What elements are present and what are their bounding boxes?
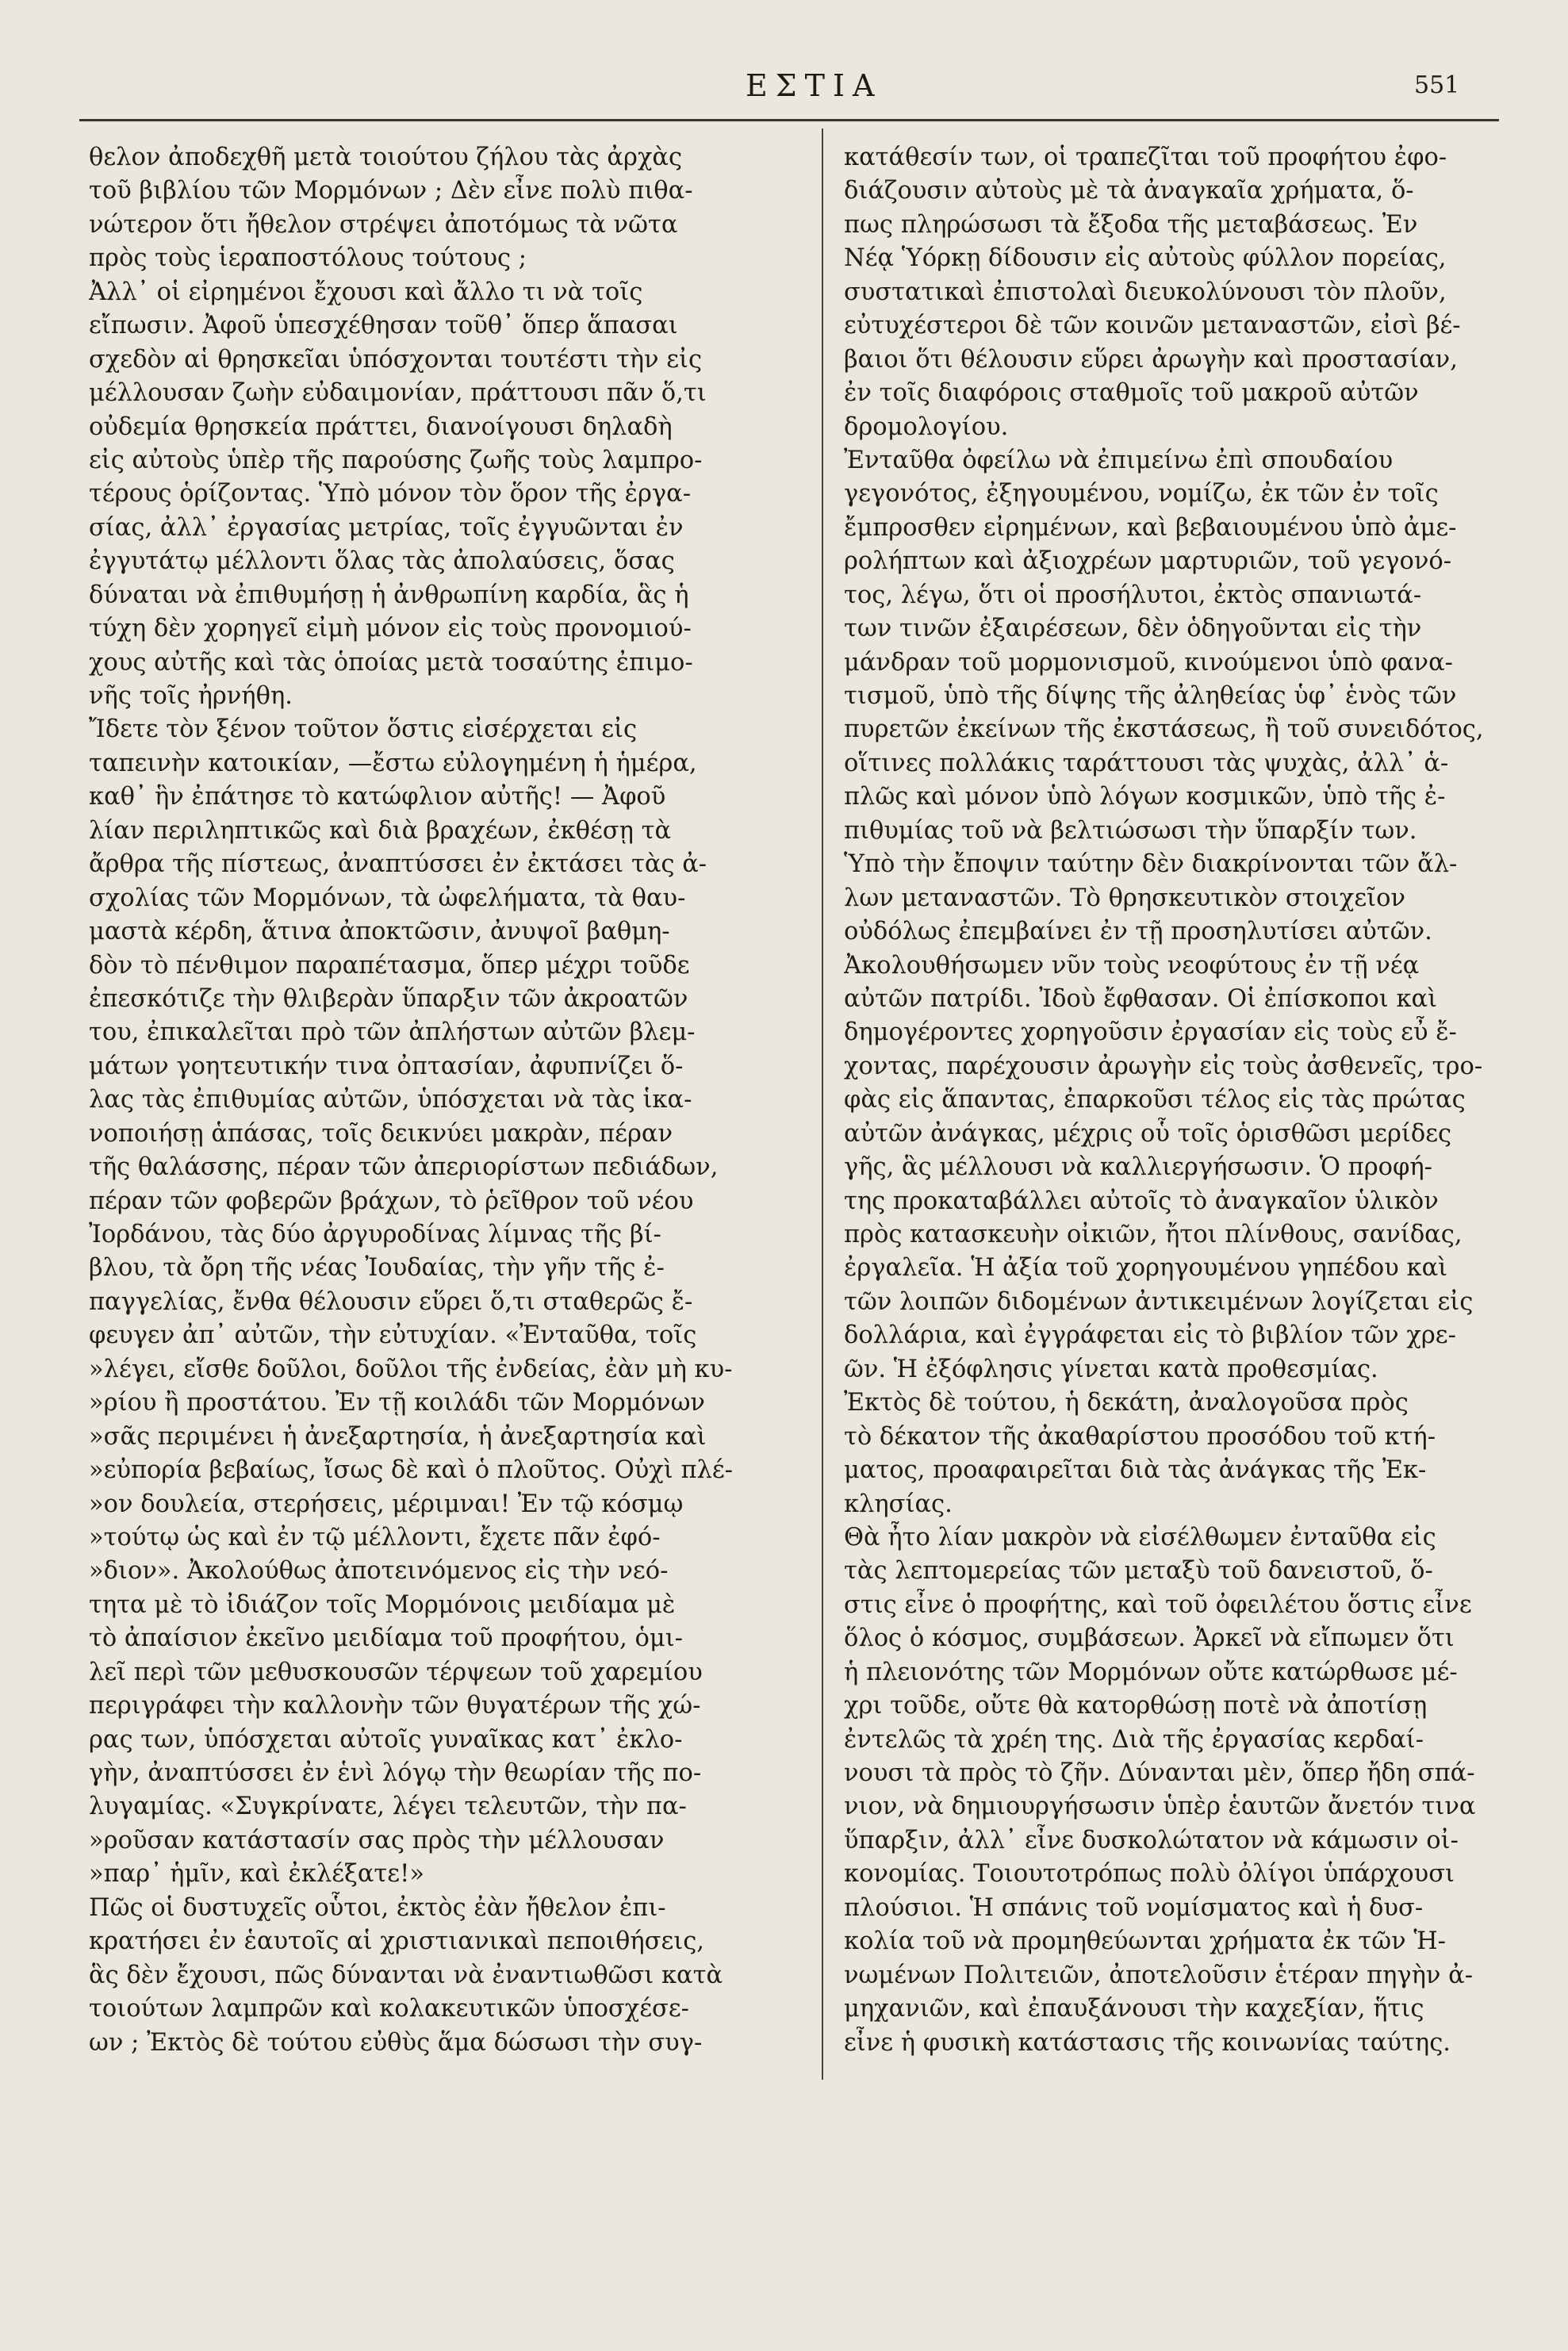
text-line: λεῖ περὶ τῶν μεθυσκουσῶν τέρψεων τοῦ χαρεμίου [89,1658,703,1686]
text-line: τῆς θαλάσσης, πέραν τῶν ἀπεριορίστων πεδιάδων, [89,1153,719,1182]
text-line: Ὑπὸ τὴν ἔποψιν ταύτην δὲν διακρίνονται τῶν ἄλ- [844,850,1458,879]
text-line: ἐν τοῖς διαφόροις σταθμοῖς τοῦ μακροῦ αὐτῶν [844,379,1419,408]
text-line: του, ἐπικαλεῖται πρὸ τῶν ἀπλήστων αὐτῶν βλεμ- [89,1018,696,1047]
text-line: νώτερον ὅτι ἤθελον στρέψει ἀποτόμως τὰ νῶτα [89,210,678,239]
text-line: οἵτινες πολλάκις ταράττουσι τὰς ψυχὰς, ἀλλ᾽ ἁ- [844,749,1449,777]
text-line: νῆς τοῖς ἠρνήθη. [89,682,293,710]
text-line: μαστὰ κέρδη, ἅτινα ἀποκτῶσιν, ἀνυψοῖ βαθμη- [89,918,670,946]
text-line: νουσι τὰ πρὸς τὸ ζῆν. Δύνανται μὲν, ὅπερ ἤδη σπά- [844,1759,1475,1787]
text-line: πρὸς τοὺς ἱεραποστόλους τούτους ; [89,244,527,273]
page-header [0,68,1568,108]
text-line: χοντας, παρέχουσιν ἀρωγὴν εἰς τοὺς ἀσθενεῖς, τρο- [844,1052,1483,1080]
text-line: Ἐκτὸς δὲ τούτου, ἡ δεκάτη, ἀναλογοῦσα πρὸς [844,1389,1409,1417]
text-line: »ον δουλεία, στερήσεις, μέριμναι! Ἐν τῷ κόσμῳ [89,1490,684,1518]
text-line: ἄρθρα τῆς πίστεως, ἀναπτύσσει ἐν ἐκτάσει τὰς ἀ- [89,850,707,879]
column-divider [822,128,823,2080]
text-line: φὰς εἰς ἅπαντας, ἐπαρκοῦσι τέλος εἰς τὰς πρώτας [844,1086,1466,1114]
text-line: ἐργαλεῖα. Ἡ ἀξία τοῦ χορηγουμένου γηπέδου καὶ [844,1254,1448,1283]
text-line: τος, λέγω, ὅτι οἱ προσήλυτοι, ἐκτὸς σπανιωτά- [844,581,1422,609]
text-line: θελον ἀποδεχθῆ μετὰ τοιούτου ζήλου τὰς ἀρχὰς [89,144,683,171]
text-line: »ρίου ἢ προστάτου. Ἐν τῇ κοιλάδι τῶν Μορμόνων [89,1389,705,1417]
text-line: εὐτυχέστεροι δὲ τῶν κοινῶν μεταναστῶν, εἰσὶ βέ- [844,312,1461,340]
text-line: δημογέροντες χορηγοῦσιν ἐργασίαν εἰς τοὺς εὖ ἔ- [844,1018,1457,1047]
running-title: ΕΣΤΙΑ [746,68,883,103]
text-line: της προκαταβάλλει αὐτοῖς τὸ ἀναγκαῖον ὑλικὸν [844,1187,1439,1215]
text-line: μάτων γοητευτικήν τινα ὀπτασίαν, ἀφυπνίζει ὅ- [89,1052,684,1080]
text-line: σίας, ἀλλ᾽ ἐργασίας μετρίας, τοῖς ἐγγυῶνται ἐν [89,513,684,542]
text-line: ἡ πλειονότης τῶν Μορμόνων οὔτε κατώρθωσε μέ- [844,1658,1458,1686]
text-line: μέλλουσαν ζωὴν εὐδαιμονίαν, πράττουσι πᾶν ὅ,τι [89,379,707,408]
text-line: ταπεινὴν κατοικίαν, —ἔστω εὐλογημένη ἡ ἡμέρα, [89,749,697,777]
text-line: κολία τοῦ νὰ προμηθεύωνται χρήματα ἐκ τῶν Ἡ- [844,1927,1446,1956]
text-line: παγγελίας, ἔνθα θέλουσιν εὕρει ὅ,τι σταθερῶς ἔ- [89,1287,693,1316]
text-line: πλῶς καὶ μόνον ὑπὸ λόγων κοσμικῶν, ὑπὸ τῆς ἐ- [844,783,1446,811]
text-line: φευγεν ἀπ᾽ αὐτῶν, τὴν εὐτυχίαν. «Ἐνταῦθα, τοῖς [89,1321,697,1350]
text-line: περιγράφει τὴν καλλονὴν τῶν θυγατέρων τῆς χώ- [89,1692,701,1720]
text-line: »διον». Ἀκολούθως ἀποτεινόμενος εἰς τὴν νεό- [89,1557,669,1586]
text-line: γῆς, ἃς μέλλουσι νὰ καλλιεργήσωσιν. Ὁ προφή- [844,1153,1432,1182]
header-rule [79,119,1499,121]
text-line: ἐπεσκότιζε τὴν θλιβερὰν ὕπαρξιν τῶν ἀκροατῶν [89,984,688,1013]
text-line: ὕπαρξιν, ἀλλ᾽ εἶνε δυσκολώτατον νὰ κάμωσιν οἰ- [844,1826,1459,1854]
text-line: των τινῶν ἐξαιρέσεων, δὲν ὁδηγοῦνται εἰς τὴν [844,615,1422,643]
text-line: πως πληρώσωσι τὰ ἔξοδα τῆς μεταβάσεως. Ἐν [844,210,1418,239]
text-line: ῶν. Ἡ ἐξόφλησις γίνεται κατὰ προθεσμίας. [844,1355,1378,1383]
text-line: ἃς δὲν ἔχουσι, πῶς δύνανται νὰ ἐναντιωθῶσι κατὰ [89,1961,723,1989]
text-line: κρατήσει ἐν ἑαυτοῖς αἱ χριστιανικαὶ πεποιθήσεις, [89,1927,704,1956]
text-line: »τούτῳ ὡς καὶ ἐν τῷ μέλλοντι, ἔχετε πᾶν ἐφό- [89,1523,661,1551]
text-line: χους αὐτῆς καὶ τὰς ὁποίας μετὰ τοσαύτης ἐπιμο- [89,648,693,677]
page-number: 551 [1414,71,1460,99]
text-line: χρι τοῦδε, οὔτε θὰ κατορθώσῃ ποτὲ νὰ ἀποτίσῃ [844,1692,1428,1720]
text-line: τὸ δέκατον τῆς ἀκαθαρίστου προσόδου τοῦ κτή- [844,1422,1436,1451]
text-line: κατάθεσίν των, οἱ τραπεζῖται τοῦ προφήτου ἐφο- [844,144,1447,171]
text-line: πέραν τῶν φοβερῶν βράχων, τὸ ῥεῖθρον τοῦ νέου [89,1187,694,1215]
text-line: Πῶς οἱ δυστυχεῖς οὗτοι, ἐκτὸς ἐὰν ἤθελον ἐπι- [89,1893,666,1922]
text-line: Ἀλλ᾽ οἱ εἰρημένοι ἔχουσι καὶ ἄλλο τι νὰ τοῖς [89,278,643,306]
text-line: κλησίας. [844,1490,953,1518]
text-line: ἐντελῶς τὰ χρέη της. Διὰ τῆς ἐργασίας κερδαί- [844,1725,1424,1754]
text-line: βλου, τὰ ὄρη τῆς νέας Ἰουδαίας, τὴν γῆν τῆς ἐ- [89,1254,665,1283]
text-line: ἔμπροσθεν εἰρημένων, καὶ βεβαιουμένου ὑπὸ ἀμε- [844,513,1457,542]
text-line: οὐδόλως ἐπεμβαίνει ἐν τῇ προσηλυτίσει αὐτῶν. [844,918,1432,946]
text-line: μηχανιῶν, καὶ ἐπαυξάνουσι τὴν καχεξίαν, ἥτις [844,1995,1424,2023]
text-line: δολλάρια, καὶ ἐγγράφεται εἰς τὸ βιβλίον τῶν χρε- [844,1321,1456,1350]
text-line: δύναται νὰ ἐπιθυμήσῃ ἡ ἀνθρωπίνη καρδία, ἃς ἡ [89,581,689,609]
text-line: κονομίας. Τοιουτοτρόπως πολὺ ὀλίγοι ὑπάρχουσι [844,1860,1455,1889]
text-line: γὴν, ἀναπτύσσει ἐν ἑνὶ λόγῳ τὴν θεωρίαν τῆς πο- [89,1759,702,1787]
text-line: λυγαμίας. «Συγκρίνατε, λέγει τελευτῶν, τὴν πα- [89,1793,687,1821]
text-line: ρολήπτων καὶ ἀξιοχρέων μαρτυριῶν, τοῦ γεγονό- [844,547,1452,576]
text-line: γεγονότος, ἐξηγουμένου, νομίζω, ἐκ τῶν ἐν τοῖς [844,480,1439,508]
text-line: ἐγγυτάτῳ μέλλοντι ὅλας τὰς ἀπολαύσεις, ὅσας [89,547,675,576]
text-line: πυρετῶν ἐκείνων τῆς ἐκστάσεως, ἢ τοῦ συνειδότος, [844,715,1484,744]
text-line: Ἐνταῦθα ὀφείλω νὰ ἐπιμείνω ἐπὶ σπουδαίου [844,446,1394,474]
text-line: νοποιήσῃ ἁπάσας, τοῖς δεικνύει μακρὰν, πέραν [89,1119,673,1148]
text-line: »παρ᾽ ἡμῖν, καὶ ἐκλέξατε!» [89,1860,425,1889]
text-line: λας τὰς ἐπιθυμίας αὐτῶν, ὑπόσχεται νὰ τὰς ἱκα- [89,1086,692,1114]
text-line: Νέᾳ Ὑόρκῃ δίδουσιν εἰς αὐτοὺς φύλλον πορείας, [844,244,1447,273]
text-line: »εὐπορία βεβαίως, ἴσως δὲ καὶ ὁ πλοῦτος. Οὐχὶ πλέ- [89,1456,733,1485]
text-line: ὅλος ὁ κόσμος, συμβάσεων. Ἀρκεῖ νὰ εἴπωμεν ὅτι [844,1624,1455,1653]
text-line: δὸν τὸ πένθιμον παραπέτασμα, ὅπερ μέχρι τοῦδε [89,951,690,980]
text-line: συστατικαὶ ἐπιστολαὶ διευκολύνουσι τὸν πλοῦν, [844,278,1447,306]
text-line: ων ; Ἐκτὸς δὲ τούτου εὐθὺς ἅμα δώσωσι τὴν συγ- [89,2028,703,2057]
right-column [844,141,1558,2060]
text-line: τύχη δὲν χορηγεῖ εἰμὴ μόνον εἰς τοὺς προνομιού- [89,615,692,643]
text-line: τῶν λοιπῶν διδομένων ἀντικειμένων λογίζεται εἰς [844,1287,1474,1316]
text-line: εἰς αὐτοὺς ὑπὲρ τῆς παρούσης ζωῆς τοὺς λαμπρο- [89,446,703,474]
text-line: τέρους ὁρίζοντας. Ὑπὸ μόνον τὸν ὅρον τῆς ἐργα- [89,480,692,508]
text-line: λων μεταναστῶν. Τὸ θρησκευτικὸν στοιχεῖον [844,884,1406,912]
text-line: νωμένων Πολιτειῶν, ἀποτελοῦσιν ἑτέραν πηγὴν ἀ- [844,1961,1474,1989]
text-line: »λέγει, εἴσθε δοῦλοι, δοῦλοι τῆς ἐνδείας, ἐὰν μὴ κυ- [89,1355,733,1383]
text-line: δρομολογίου. [844,412,1009,441]
text-line: διάζουσιν αὐτοὺς μὲ τὰ ἀναγκαῖα χρήματα, ὅ- [844,177,1414,205]
text-line: νιον, νὰ δημιουργήσωσιν ὑπὲρ ἑαυτῶν ἄνετόν τινα [844,1793,1476,1821]
text-line: καθ᾽ ἣν ἐπάτησε τὸ κατώφλιον αὐτῆς! — Ἀφοῦ [89,783,666,811]
text-line: εἶνε ἡ φυσικὴ κατάστασις τῆς κοινωνίας ταύτης. [844,2028,1451,2057]
text-line: μάνδραν τοῦ μορμονισμοῦ, κινούμενοι ὑπὸ φανα- [844,648,1453,677]
text-line: πλούσιοι. Ἡ σπάνις τοῦ νομίσματος καὶ ἡ δυσ- [844,1893,1424,1922]
text-line: σχεδὸν αἱ θρησκεῖαι ὑπόσχονται τουτέστι τὴν εἰς [89,345,703,374]
text-line: αὐτῶν πατρίδι. Ἰδοὺ ἔφθασαν. Οἱ ἐπίσκοποι καὶ [844,984,1438,1013]
text-line: ρας των, ὑπόσχεται αὐτοῖς γυναῖκας κατ᾽ ἐκλο- [89,1725,683,1754]
text-line: πρὸς κατασκευὴν οἰκιῶν, ἤτοι πλίνθους, σανίδας, [844,1221,1463,1248]
text-line: τὰς λεπτομερείας τῶν μεταξὺ τοῦ δανειστοῦ, ὅ- [844,1557,1433,1586]
text-line: Ἰορδάνου, τὰς δύο ἀργυροδίνας λίμνας τῆς βί- [89,1221,661,1248]
text-line: »ροῦσαν κατάστασίν σας πρὸς τὴν μέλλουσαν [89,1826,665,1854]
text-line: »σᾶς περιμένει ἡ ἀνεξαρτησία, ἡ ἀνεξαρτησία καὶ [89,1422,707,1451]
text-line: στις εἶνε ὁ προφήτης, καὶ τοῦ ὀφειλέτου ὅστις εἶνε [844,1590,1472,1619]
text-line: λίαν περιληπτικῶς καὶ διὰ βραχέων, ἐκθέσῃ τὰ [89,816,672,845]
text-line: τοῦ βιβλίου τῶν Μορμόνων ; Δὲν εἶνε πολὺ πιθα- [89,177,693,205]
text-line: Ἀκολουθήσωμεν νῦν τοὺς νεοφύτους ἐν τῇ νέᾳ [844,951,1420,980]
text-line: ματος, προαφαιρεῖται διὰ τὰς ἀνάγκας τῆς Ἐκ- [844,1456,1427,1485]
text-line: τισμοῦ, ὑπὸ τῆς δίψης τῆς ἀληθείας ὑφ᾽ ἑνὸς τῶν [844,682,1457,710]
text-line: Ἴδετε τὸν ξένον τοῦτον ὅστις εἰσέρχεται εἰς [89,715,638,744]
text-line: οὐδεμία θρησκεία πράττει, διανοίγουσι δηλαδὴ [89,412,673,441]
left-column [89,141,807,2060]
text-line: τητα μὲ τὸ ἰδιάζον τοῖς Μορμόνοις μειδίαμα μὲ [89,1590,676,1619]
text-line: Θὰ ἦτο λίαν μακρὸν νὰ εἰσέλθωμεν ἐνταῦθα εἰς [844,1523,1436,1551]
text-line: εἴπωσιν. Ἀφοῦ ὑπεσχέθησαν τοῦθ᾽ ὅπερ ἅπασαι [89,312,678,340]
text-line: αὐτῶν ἀνάγκας, μέχρις οὗ τοῖς ὁρισθῶσι μερίδες [844,1119,1452,1148]
text-line: βαιοι ὅτι θέλουσιν εὕρει ἀρωγὴν καὶ προστασίαν, [844,345,1458,374]
text-line: πιθυμίας τοῦ νὰ βελτιώσωσι τὴν ὕπαρξίν των. [844,816,1417,845]
text-line: τοιούτων λαμπρῶν καὶ κολακευτικῶν ὑποσχέσε- [89,1995,689,2023]
text-line: σχολίας τῶν Μορμόνων, τὰ ὠφελήματα, τὰ θαυ- [89,884,686,912]
text-line: τὸ ἀπαίσιον ἐκεῖνο μειδίαμα τοῦ προφήτου, ὁμι- [89,1624,683,1653]
